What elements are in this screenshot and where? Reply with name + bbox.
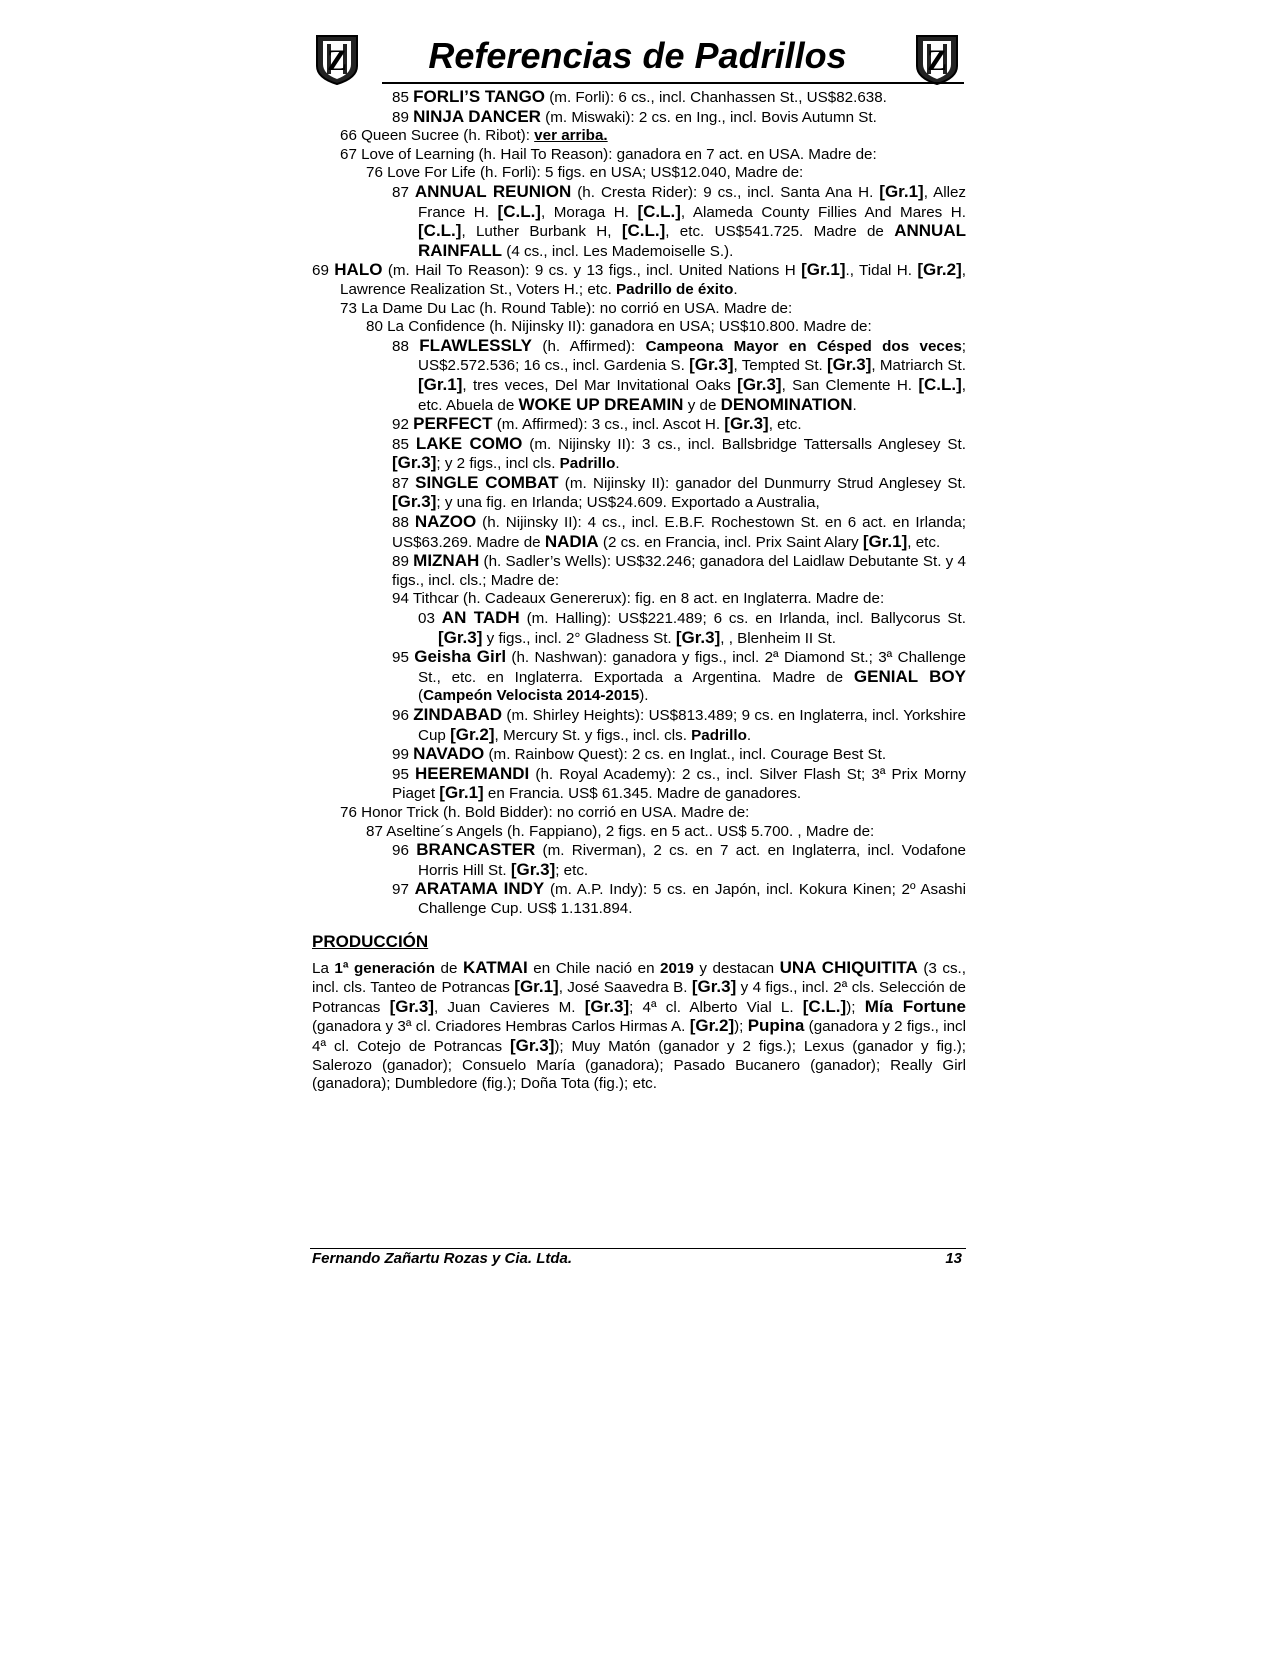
text-run: 69: [312, 262, 335, 280]
race-grade: [Gr.3]: [737, 374, 782, 394]
text-run: (m. Miswaki): 2 cs. en Ing., incl. Bovis Autumn St.: [540, 108, 877, 126]
text-run: ); Muy Matón (ganador y 2 figs.); Lexus (ganador y fig.); Salerozo (ganador); Consuelo María (ganadora); Pasado Bucanero (ganador); Really Girl (ganadora); Dumbledore (fig.); Doña Tota (fig.); etc.: [312, 1037, 966, 1093]
text-run: 89: [392, 553, 414, 571]
pedigree-entry: [312, 706, 966, 745]
race-grade: [Gr.1]: [439, 783, 484, 803]
horse-name: BRANCASTER: [416, 840, 536, 860]
race-grade: [Gr.2]: [917, 260, 962, 280]
text-run: , etc.: [768, 416, 802, 434]
text-run: (3 cs., incl. cls. Tanteo de Potrancas: [312, 959, 966, 997]
text-run: 97: [392, 881, 415, 899]
race-grade: [Gr.3]: [827, 355, 872, 375]
race-grade: [Gr.3]: [389, 996, 434, 1016]
pedigree-entry: [312, 513, 966, 552]
pedigree-entry: [312, 745, 966, 765]
bold-note: 2019: [660, 959, 694, 977]
pedigree-entry: [312, 823, 966, 842]
text-run: (h. Nijinsky II): 4 cs., incl. E.B.F. Rochestown St. en 6 act. en Irlanda; US$63.269. Madre de: [392, 514, 966, 551]
page-title: Referencias de Padrillos: [428, 35, 847, 76]
text-run: , Alameda County Fillies And Mares H.: [680, 203, 966, 221]
text-run: ; etc.: [555, 861, 589, 879]
race-grade: [C.L.]: [621, 221, 666, 241]
text-run: y de: [683, 396, 721, 414]
horse-name: NAZOO: [414, 512, 477, 532]
horse-name: UNA CHIQUITITA: [779, 957, 918, 977]
text-run: 67 Love of Learning (h. Hail To Reason): ganadora en 7 act. en USA. Madre de:: [340, 145, 877, 163]
text-run: ., Tidal H.: [845, 262, 918, 280]
pedigree-entry: [312, 474, 966, 513]
pedigree-entry: [312, 337, 966, 415]
race-grade: [Gr.3]: [675, 627, 721, 647]
horse-name: LAKE COMO: [415, 433, 523, 453]
horse-name: ARATAMA INDY: [414, 879, 545, 899]
text-run: ; US$2.572.536; 16 cs., incl. Gardenia S.: [418, 337, 967, 375]
text-run: , etc. Abuela de: [418, 376, 967, 414]
text-run: (m. Affirmed): 3 cs., incl. Ascot H.: [492, 416, 725, 434]
text-run: (: [418, 687, 424, 705]
text-run: ).: [639, 687, 649, 705]
text-run: ; 4ª cl. Alberto Vial L.: [629, 998, 803, 1016]
text-run: 87: [392, 474, 416, 492]
horse-name: PERFECT: [413, 414, 493, 434]
pedigree-entry: [312, 164, 966, 183]
text-run: , tres veces, Del Mar Invitational Oaks: [462, 376, 738, 394]
text-run: (m. Halling): US$221.489; 6 cs. en Irlanda, incl. Ballycorus St.: [519, 610, 966, 628]
text-run: .: [852, 396, 857, 414]
text-run: 89: [392, 108, 414, 126]
race-grade: [Gr.3]: [689, 355, 734, 375]
text-run: y figs., incl. 2° Gladness St.: [482, 629, 676, 647]
bold-note: Padrillo: [559, 455, 616, 473]
race-grade: [Gr.3]: [438, 627, 483, 647]
pedigree-entry: [312, 127, 966, 146]
text-run: (h. Royal Academy): 2 cs., incl. Silver Flash St; 3ª Prix Morny Piaget: [392, 765, 966, 803]
text-run: 95: [392, 765, 415, 783]
text-run: , Lawrence Realization St., Voters H.; etc.: [340, 262, 966, 298]
section-title-produccion: PRODUCCIÓN: [312, 931, 429, 951]
text-run: (4 cs., incl. Les Mademoiselle S.).: [502, 242, 734, 260]
text-run: , , Blenheim II St.: [720, 629, 836, 647]
text-run: .: [733, 280, 738, 298]
race-grade: [C.L.]: [497, 201, 541, 221]
text-run: (h. Nashwan): ganadora y figs., incl. 2ª Diamond St.; 3ª Challenge St., etc. en Inglaterra. Exportada a Argentina. Madre de: [418, 649, 966, 686]
pedigree-entry: [312, 648, 966, 706]
race-grade: [Gr.3]: [392, 453, 437, 473]
horse-name: AN TADH: [441, 608, 520, 628]
horse-name: WOKE UP DREAMIN: [518, 394, 684, 414]
horse-name: KATMAI: [462, 957, 528, 977]
text-run: 85: [392, 435, 416, 453]
horse-name: DENOMINATION: [720, 394, 853, 414]
pedigree-entry: [312, 609, 966, 648]
production-paragraph: [312, 959, 966, 1094]
text-run: , Moraga H.: [540, 203, 638, 221]
race-grade: [Gr.1]: [879, 181, 924, 201]
cross-reference: ver arriba.: [534, 127, 608, 145]
pedigree-entry: [312, 300, 966, 319]
text-run: (ganadora y 3ª cl. Criadores Hembras Carlos Hirmas A.: [312, 1018, 690, 1036]
pedigree-entry: [312, 415, 966, 435]
text-run: .: [615, 455, 620, 473]
text-run: , San Clemente H.: [781, 376, 919, 394]
text-run: 88: [392, 337, 420, 355]
bold-note: Padrillo de éxito: [616, 280, 734, 298]
text-run: 76 Honor Trick (h. Bold Bidder): no corrió en USA. Madre de:: [340, 803, 750, 821]
text-run: 87 Aseltine´s Angels (h. Fappiano), 2 figs. en 5 act.. US$ 5.700. , Madre de:: [366, 822, 875, 840]
text-run: 99: [392, 746, 414, 764]
race-grade: [Gr.1]: [801, 260, 846, 280]
horse-name: NINJA DANCER: [413, 106, 541, 126]
text-run: 96: [392, 842, 417, 860]
pedigree-entry: [312, 318, 966, 337]
pedigree-entry: [312, 88, 966, 108]
text-run: .: [746, 726, 752, 744]
pedigree-entry: [312, 261, 966, 299]
text-run: (m. A.P. Indy): 5 cs. en Japón, incl. Kokura Kinen; 2º Asashi Challenge Cup. US$ 1.131.894.: [418, 881, 966, 917]
pedigree-entry: [312, 841, 966, 880]
text-run: );: [846, 998, 865, 1016]
bold-note: Padrillo: [691, 726, 747, 744]
svg-text:Z: Z: [926, 44, 948, 77]
pedigree-content: [312, 88, 966, 1094]
text-run: 85: [392, 89, 414, 106]
pedigree-entry: [312, 435, 966, 474]
pedigree-entry: [312, 146, 966, 165]
pedigree-entry: [312, 880, 966, 918]
footer-company: Fernando Zañartu Rozas y Cia. Ltda.: [312, 1250, 573, 1267]
text-run: , Allez France H.: [418, 183, 966, 221]
text-run: , etc. US$541.725. Madre de: [665, 223, 895, 241]
text-run: 92: [392, 416, 414, 434]
text-run: La: [312, 959, 335, 977]
horse-name: Pupina: [747, 1016, 805, 1036]
text-run: ; y una fig. en Irlanda; US$24.609. Exportado a Australia,: [436, 494, 820, 512]
horse-name: ANNUAL REUNION: [414, 181, 572, 201]
text-run: en Francia. US$ 61.345. Madre de ganadores.: [483, 785, 802, 803]
text-run: , Tempted St.: [733, 357, 828, 375]
race-grade: [Gr.3]: [509, 1035, 555, 1055]
race-grade: [Gr.2]: [450, 724, 495, 744]
bold-note: 1ª generación: [334, 959, 436, 977]
text-run: (h. Affirmed):: [532, 337, 646, 355]
text-run: , José Saavedra B.: [558, 979, 692, 997]
horse-name: NAVADO: [413, 744, 485, 764]
race-grade: [Gr.3]: [724, 414, 769, 434]
text-run: (m. Hail To Reason): 9 cs. y 13 figs., incl. United Nations H: [382, 262, 802, 280]
text-run: (m. Riverman), 2 cs. en 7 act. en Inglaterra, incl. Vodafone Horris Hill St.: [418, 842, 966, 879]
pedigree-list: [312, 88, 966, 919]
text-run: , etc.: [907, 533, 941, 551]
horse-name: NADIA: [544, 531, 599, 551]
page-number: 13: [945, 1250, 962, 1267]
race-grade: [Gr.3]: [392, 492, 437, 512]
race-grade: [Gr.1]: [418, 374, 463, 394]
text-run: (ganadora y 2 figs., incl 4ª cl. Cotejo de Potrancas: [312, 1018, 966, 1055]
race-grade: [C.L.]: [918, 374, 962, 394]
race-grade: [Gr.3]: [691, 977, 737, 997]
company-logo-right: [913, 32, 961, 86]
horse-name: Geisha Girl: [414, 647, 507, 667]
race-grade: [Gr.1]: [862, 531, 908, 551]
footer-rule: [310, 1248, 966, 1249]
text-run: (h. Sadler’s Wells): US$32.246; ganadora del Laidlaw Debutante St. y 4 figs., incl. cls.; Madre de:: [392, 553, 966, 589]
race-grade: [Gr.3]: [584, 996, 630, 1016]
bold-note: Campeona Mayor en Césped dos veces: [645, 337, 962, 355]
race-grade: [C.L.]: [802, 996, 847, 1016]
text-run: (2 cs. en Francia, incl. Prix Saint Alary: [598, 533, 863, 551]
race-grade: [C.L.]: [418, 221, 462, 241]
text-run: 73 La Dame Du Lac (h. Round Table): no corrió en USA. Madre de:: [340, 299, 793, 317]
horse-name: FLAWLESSLY: [419, 335, 533, 355]
horse-name: Mía Fortune: [864, 996, 966, 1016]
text-run: , Juan Cavieres M.: [433, 998, 585, 1016]
text-run: 88: [392, 514, 415, 532]
horse-name: HEEREMANDI: [415, 763, 530, 783]
race-grade: [Gr.3]: [510, 859, 556, 879]
text-run: , Matriarch St.: [871, 357, 966, 375]
text-run: (m. Shirley Heights): US$813.489; 9 cs. en Inglaterra, incl. Yorkshire Cup: [418, 707, 966, 744]
text-run: y destacan: [693, 959, 780, 977]
horse-name: ZINDABAD: [413, 705, 503, 724]
text-run: y 4 figs., incl. 2ª cls. Selección de Potrancas: [312, 979, 966, 1016]
text-run: 80 La Confidence (h. Nijinsky II): ganadora en USA; US$10.800. Madre de:: [366, 318, 872, 336]
text-run: en Chile nació en: [527, 959, 661, 977]
pedigree-entry: [312, 765, 966, 804]
pedigree-entry: [312, 590, 966, 609]
text-run: (m. Forli): 6 cs., incl. Chanhassen St., US$82.638.: [545, 89, 887, 106]
company-logo-left: [313, 32, 361, 86]
text-run: 66 Queen Sucree (h. Ribot):: [340, 127, 535, 145]
pedigree-entry: [312, 804, 966, 823]
race-grade: [C.L.]: [637, 201, 681, 221]
text-run: 94 Tithcar (h. Cadeaux Genererux): fig. en 8 act. en Inglaterra. Madre de:: [392, 590, 885, 608]
text-run: );: [734, 1018, 748, 1036]
text-run: (m. Rainbow Quest): 2 cs. en Inglat., incl. Courage Best St.: [484, 746, 887, 764]
text-run: , Luther Burbank H,: [461, 223, 622, 241]
pedigree-entry: [312, 552, 966, 590]
text-run: 03: [418, 610, 442, 628]
text-run: (m. Nijinsky II): 3 cs., incl. Ballsbridge Tattersalls Anglesey St.: [522, 435, 966, 453]
horse-name: SINGLE COMBAT: [415, 472, 559, 492]
race-grade: [Gr.1]: [514, 977, 559, 997]
horse-name: FORLI’S TANGO: [413, 87, 546, 106]
horse-name: HALO: [334, 260, 383, 280]
title-underline: [382, 82, 964, 84]
svg-text:Z: Z: [326, 44, 348, 77]
horse-name: MIZNAH: [413, 551, 480, 571]
pedigree-entry: [312, 108, 966, 128]
text-run: 76 Love For Life (h. Forli): 5 figs. en USA; US$12.040, Madre de:: [366, 164, 804, 182]
bold-note: Campeón Velocista 2014-2015: [423, 687, 640, 705]
text-run: 96: [392, 707, 414, 724]
horse-name: ANNUAL RAINFALL: [418, 221, 966, 260]
text-run: 87: [392, 183, 415, 201]
pedigree-entry: [312, 183, 966, 261]
text-run: (m. Nijinsky II): ganador del Dunmurry Strud Anglesey St.: [558, 474, 966, 492]
text-run: 95: [392, 649, 415, 667]
horse-name: GENIAL BOY: [853, 666, 966, 686]
text-run: ; y 2 figs., incl cls.: [436, 455, 560, 473]
text-run: de: [435, 959, 463, 977]
race-grade: [Gr.2]: [689, 1016, 735, 1036]
text-run: (h. Cresta Rider): 9 cs., incl. Santa Ana H.: [571, 183, 880, 201]
text-run: , Mercury St. y figs., incl. cls.: [494, 726, 692, 744]
